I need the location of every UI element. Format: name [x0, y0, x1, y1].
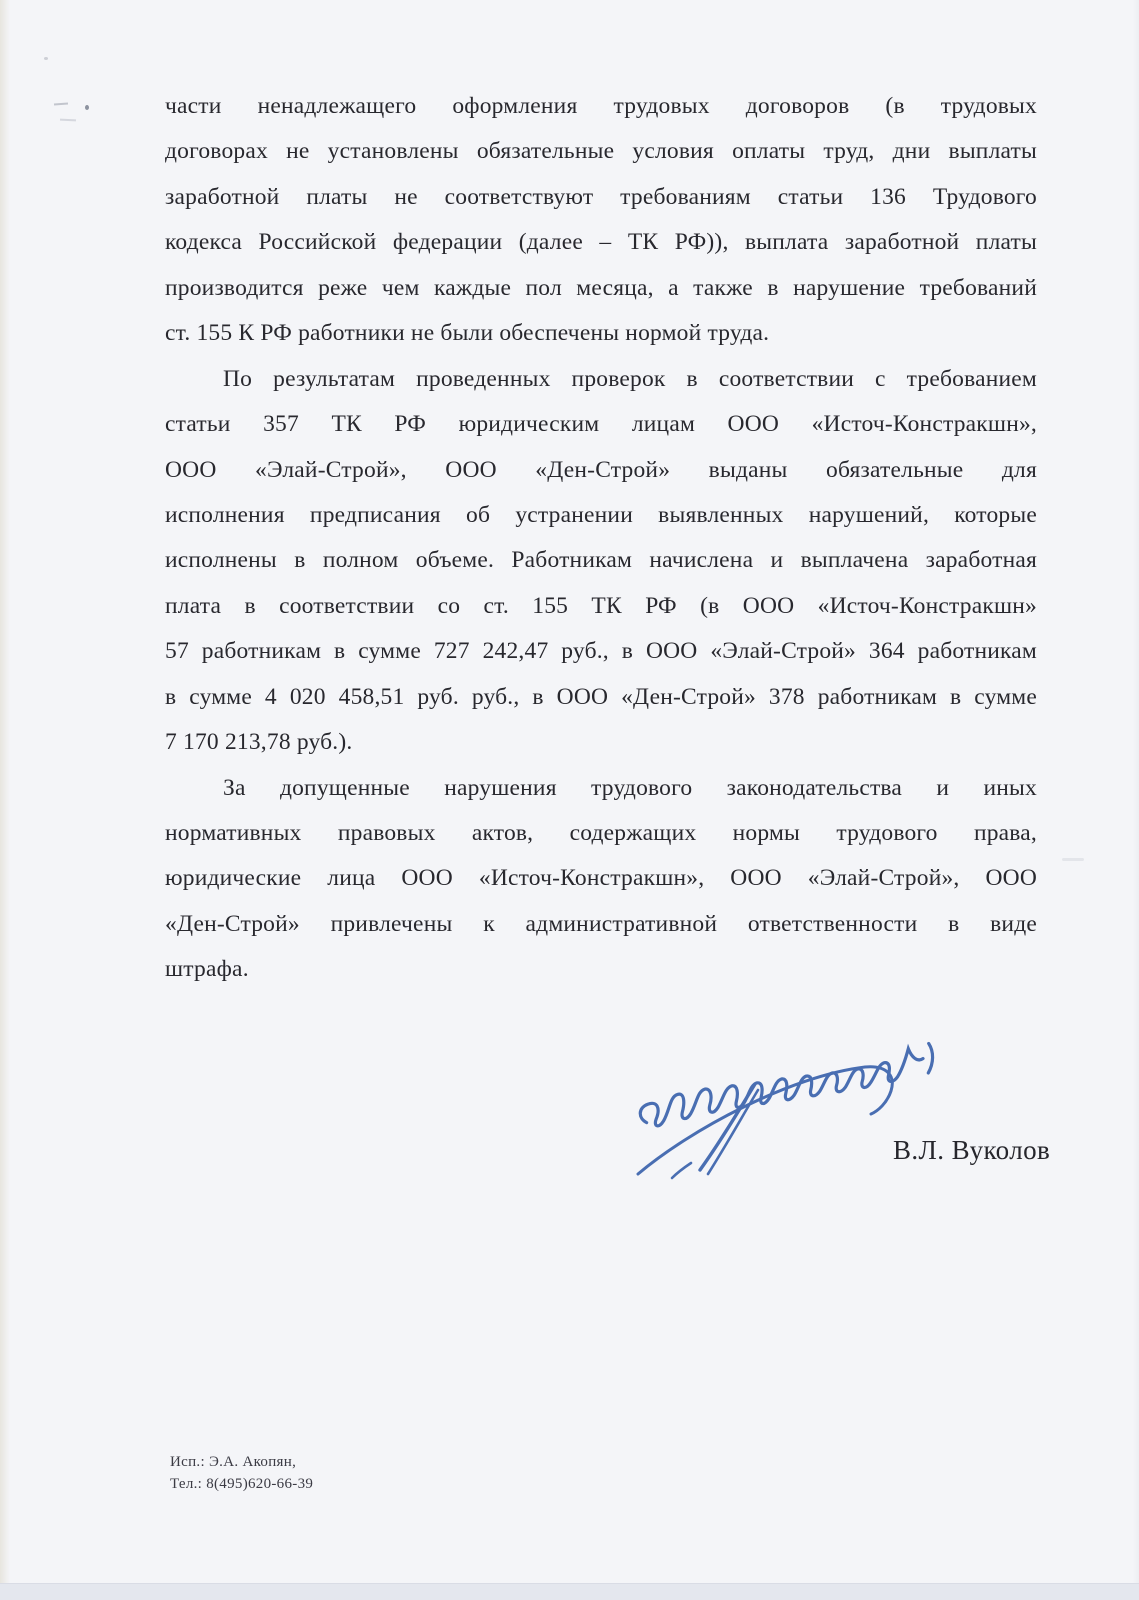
signatory-name: В.Л. Вуколов	[893, 1135, 1051, 1165]
scan-artifact-smudge	[1062, 858, 1084, 861]
text-line: договорах не установлены обязательные условия оплаты труд, дни выплаты	[165, 138, 1037, 165]
text-line: «Ден-Строй» привлечены к административной ответственности в виде	[165, 910, 1037, 937]
text-line: части ненадлежащего оформления трудовых договоров (в трудовых	[165, 93, 1037, 119]
text-line: За допущенные нарушения трудового законодательства и иных	[223, 774, 1037, 801]
document-body	[165, 84, 1037, 993]
text-line: 57 работникам в сумме 727 242,47 руб., в ООО «Элай-Строй» 364 работникам	[165, 638, 1037, 665]
text-line: ООО «Элай-Строй», ООО «Ден-Строй» выданы обязательные для	[165, 456, 1037, 483]
scan-edge-bottom	[0, 1583, 1139, 1600]
scan-artifact-dash	[60, 119, 76, 122]
executor-phone: Тел.: 8(495)620-66-39	[170, 1476, 314, 1492]
text-line: исполнены в полном объеме. Работникам начислена и выплачена заработная	[165, 547, 1037, 574]
text-line: производится реже чем каждые пол месяца, а также в нарушение требований	[165, 274, 1037, 301]
text-line: в сумме 4 020 458,51 руб. руб., в ООО «Ден-Строй» 378 работникам в сумме	[165, 683, 1037, 710]
text-line: кодекса Российской федерации (далее – ТК РФ)), выплата заработной платы	[165, 229, 1037, 256]
text-line: нормативных правовых актов, содержащих нормы трудового права,	[165, 820, 1037, 846]
paragraph-2	[165, 357, 1037, 766]
executor-name: Исп.: Э.А. Акопян,	[170, 1454, 297, 1470]
scan-artifact-dash	[54, 103, 68, 106]
text-line: 7 170 213,78 руб.).	[165, 729, 353, 756]
text-line: ст. 155 К РФ работники не были обеспечены нормой труда.	[165, 320, 770, 347]
text-line: штрафа.	[165, 956, 249, 983]
text-line: По результатам проведенных проверок в соответствии с требованием	[223, 365, 1037, 392]
scan-edge-right	[1133, 0, 1139, 1600]
text-line: юридические лица ООО «Источ-Констракшн», ООО «Элай-Строй», ООО	[165, 865, 1037, 892]
executor-note	[170, 1451, 313, 1495]
scan-artifact-dot	[44, 57, 48, 60]
paragraph-3	[165, 766, 1037, 993]
paragraph-1	[165, 84, 1037, 357]
scan-artifact-dot	[85, 105, 89, 110]
scan-edge-left	[0, 0, 10, 1600]
text-line: исполнения предписания об устранении выявленных нарушений, которые	[165, 501, 1037, 528]
text-line: статьи 357 ТК РФ юридическим лицам ООО «Источ-Констракшн»,	[165, 411, 1037, 438]
text-line: плата в соответствии со ст. 155 ТК РФ (в ООО «Источ-Констракшн»	[165, 592, 1037, 619]
text-line: заработной платы не соответствуют требованиям статьи 136 Трудового	[165, 183, 1037, 210]
